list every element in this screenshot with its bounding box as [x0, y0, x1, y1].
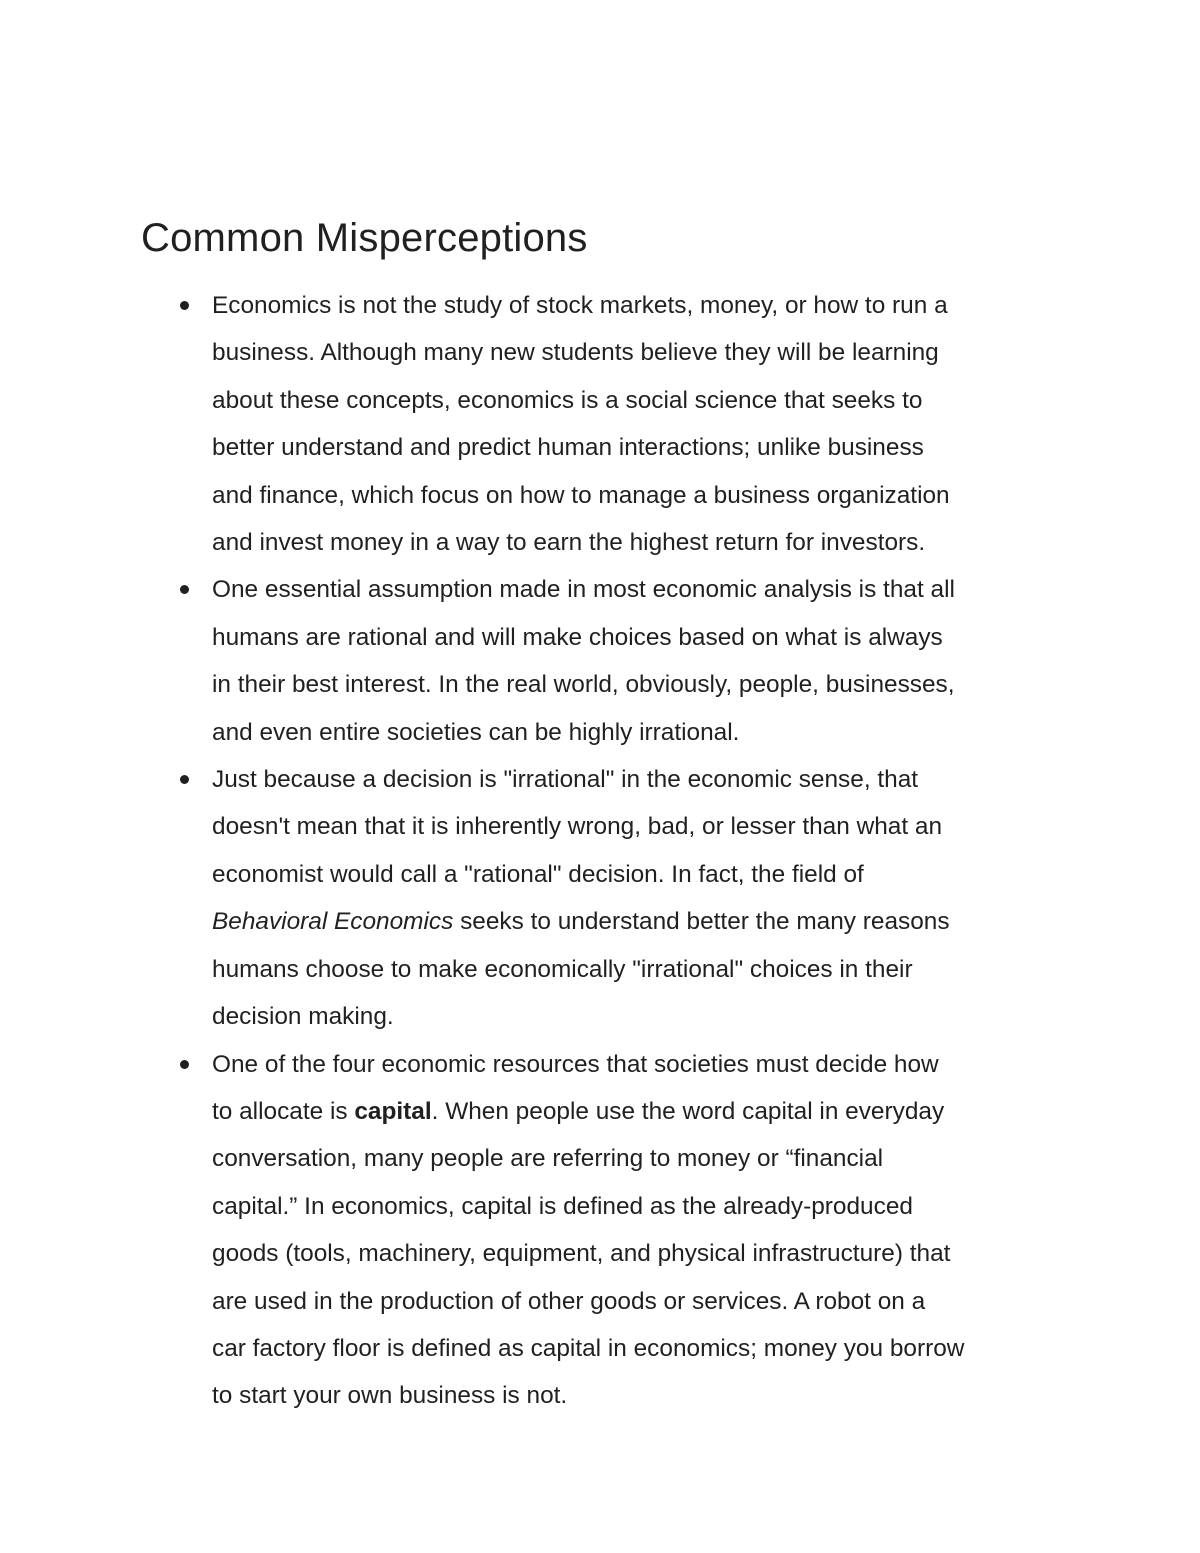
- emphasis-term: Behavioral Economics: [212, 908, 454, 936]
- text-line: and finance, which focus on how to manage a business organization: [212, 481, 950, 509]
- text-line: goods (tools, machinery, equipment, and physical infrastructure) that: [212, 1240, 951, 1268]
- page-title: Common Misperceptions: [141, 216, 588, 260]
- text-line: and even entire societies can be highly irrational.: [212, 718, 740, 746]
- bullet-dot-icon: [180, 301, 189, 310]
- text-segment: to allocate is: [212, 1097, 355, 1125]
- text-line: doesn't mean that it is inherently wrong, bad, or lesser than what an: [212, 813, 943, 841]
- bold-term: capital: [354, 1097, 432, 1125]
- text-line: One of the four economic resources that societies must decide how: [212, 1050, 939, 1078]
- text-line: about these concepts, economics is a social science that seeks to: [212, 386, 923, 414]
- text-line: humans choose to make economically "irrational" choices in their: [212, 955, 913, 983]
- text-segment: seeks to understand better the many reasons: [453, 908, 950, 936]
- text-line: are used in the production of other goods or services. A robot on a: [212, 1287, 926, 1315]
- list-item: [212, 756, 1072, 1040]
- text-line: in their best interest. In the real world, obviously, people, businesses,: [212, 671, 955, 699]
- text-line: decision making.: [212, 1003, 394, 1031]
- text-segment: . When people use the word capital in everyday: [431, 1097, 945, 1125]
- text-line: conversation, many people are referring to money or “financial: [212, 1145, 884, 1173]
- bullet-dot-icon: [180, 775, 189, 784]
- text-line: and invest money in a way to earn the highest return for investors.: [212, 529, 926, 557]
- bullet-dot-icon: [180, 585, 189, 594]
- text-line: Just because a decision is "irrational" in the economic sense, that: [212, 766, 919, 794]
- text-line: [212, 1088, 1072, 1135]
- text-line: better understand and predict human interactions; unlike business: [212, 434, 924, 462]
- text-line: business. Although many new students believe they will be learning: [212, 339, 939, 367]
- text-line: One essential assumption made in most economic analysis is that all: [212, 576, 955, 604]
- bullet-list: [212, 282, 1072, 1420]
- text-line: car factory floor is defined as capital in economics; money you borrow: [212, 1334, 965, 1362]
- text-line: capital.” In economics, capital is defined as the already-produced: [212, 1192, 913, 1220]
- bullet-dot-icon: [180, 1060, 189, 1069]
- text-line: humans are rational and will make choices based on what is always: [212, 623, 943, 651]
- list-item: [212, 282, 1072, 566]
- text-line: [212, 898, 1072, 945]
- list-item: [212, 1041, 1072, 1420]
- list-item: [212, 566, 1072, 756]
- text-line: Economics is not the study of stock markets, money, or how to run a: [212, 292, 948, 319]
- text-line: to start your own business is not.: [212, 1382, 568, 1410]
- text-line: economist would call a "rational" decision. In fact, the field of: [212, 860, 864, 888]
